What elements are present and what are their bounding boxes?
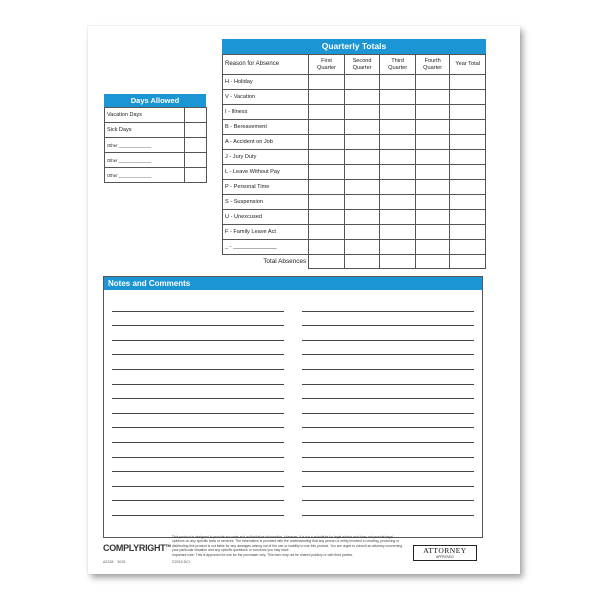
notes-line[interactable]: [112, 326, 284, 341]
notes-line[interactable]: [302, 428, 474, 443]
notes-line[interactable]: [112, 414, 284, 429]
days-allowed-row: [105, 108, 207, 123]
notes-line[interactable]: [112, 428, 284, 443]
absence-count-cell[interactable]: [450, 225, 486, 240]
absence-count-cell[interactable]: [450, 180, 486, 195]
absence-count-cell[interactable]: [450, 135, 486, 150]
days-allowed-value-cell[interactable]: [185, 168, 207, 183]
days-allowed-row: [105, 168, 207, 183]
notes-line[interactable]: [302, 487, 474, 502]
days-allowed-value-cell[interactable]: [185, 138, 207, 153]
notes-line[interactable]: [302, 312, 474, 327]
notes-line[interactable]: [112, 370, 284, 385]
absence-count-cell[interactable]: [380, 165, 416, 180]
quarterly-header-row: [223, 55, 486, 75]
absence-count-cell[interactable]: [309, 75, 345, 90]
absence-count-cell[interactable]: [344, 120, 380, 135]
days-allowed-row: [105, 138, 207, 153]
absence-count-cell[interactable]: [450, 195, 486, 210]
notes-line[interactable]: [112, 487, 284, 502]
absence-row: [223, 120, 486, 135]
notes-line[interactable]: [112, 443, 284, 458]
absence-count-cell[interactable]: [309, 90, 345, 105]
absence-reason-label: U - Unexcused: [223, 210, 309, 225]
complyright-logo: COMPLYRIGHT™: [103, 543, 171, 553]
notes-column-left: [112, 297, 284, 533]
absence-row: [223, 240, 486, 255]
absence-count-cell[interactable]: [380, 120, 416, 135]
notes-line[interactable]: [302, 297, 474, 312]
absence-count-cell[interactable]: [415, 90, 449, 105]
absence-count-cell[interactable]: [344, 240, 380, 255]
quarter-header: Second Quarter: [344, 55, 380, 75]
absence-row: [223, 180, 486, 195]
total-absences-cell[interactable]: [415, 255, 449, 269]
absence-reason-label: L - Leave Without Pay: [223, 165, 309, 180]
notes-line[interactable]: [302, 370, 474, 385]
notes-line[interactable]: [112, 458, 284, 473]
absence-count-cell[interactable]: [309, 225, 345, 240]
absence-count-cell[interactable]: [344, 180, 380, 195]
absence-count-cell[interactable]: [415, 120, 449, 135]
notes-line[interactable]: [112, 297, 284, 312]
absence-count-cell[interactable]: [344, 210, 380, 225]
absence-count-cell[interactable]: [344, 135, 380, 150]
absence-count-cell[interactable]: [344, 75, 380, 90]
days-allowed-value-cell[interactable]: [185, 153, 207, 168]
notes-line[interactable]: [112, 312, 284, 327]
absence-reason-label: I - Illness: [223, 105, 309, 120]
absence-count-cell[interactable]: [309, 240, 345, 255]
total-absences-label: Total Absences: [263, 258, 307, 266]
total-absences-cell[interactable]: [309, 255, 345, 269]
notes-line[interactable]: [302, 326, 474, 341]
absence-count-cell[interactable]: [344, 165, 380, 180]
absence-row: [223, 165, 486, 180]
absence-count-cell[interactable]: [450, 120, 486, 135]
absence-reason-label: J - Jury Duty: [223, 150, 309, 165]
absence-row: [223, 225, 486, 240]
absence-row: [223, 75, 486, 90]
absence-row: [223, 135, 486, 150]
absence-count-cell[interactable]: [309, 105, 345, 120]
absence-count-cell[interactable]: [380, 75, 416, 90]
notes-line[interactable]: [302, 414, 474, 429]
absence-count-cell[interactable]: [450, 90, 486, 105]
absence-count-cell[interactable]: [450, 165, 486, 180]
absence-count-cell[interactable]: [415, 210, 449, 225]
absence-count-cell[interactable]: [380, 210, 416, 225]
total-absences-row: [223, 255, 486, 269]
absence-reason-label: V - Vacation: [223, 90, 309, 105]
notes-line[interactable]: [302, 341, 474, 356]
form-sheet: [88, 26, 520, 574]
days-allowed-title: Days Allowed: [104, 94, 206, 107]
absence-count-cell[interactable]: [380, 240, 416, 255]
quarterly-totals-section: [222, 39, 486, 269]
absence-reason-label: P - Personal Time: [223, 180, 309, 195]
absence-count-cell[interactable]: [309, 120, 345, 135]
absence-count-cell[interactable]: [380, 225, 416, 240]
absence-row: [223, 210, 486, 225]
notes-line[interactable]: [112, 355, 284, 370]
days-allowed-value-cell[interactable]: [185, 108, 207, 123]
absence-count-cell[interactable]: [344, 225, 380, 240]
total-absences-cell[interactable]: [344, 255, 380, 269]
attorney-approved-badge: ATTORNEY APPROVED: [413, 545, 477, 561]
absence-reason-label: S - Suspension: [223, 195, 309, 210]
days-allowed-label: Sick Days: [105, 123, 185, 138]
notes-line[interactable]: [302, 355, 474, 370]
days-allowed-section: [104, 94, 206, 183]
total-absences-cell[interactable]: [450, 255, 486, 269]
absence-count-cell[interactable]: [415, 165, 449, 180]
absence-reason-label: A - Accident on Job: [223, 135, 309, 150]
disclaimer-text: This product is designed to provide accurate and authoritative information. However, it is not a substitute for legal advice and does not provide legal opinions on any specific facts or services. The information is provided with the understanding that any person or entity involved in creating, producing or distributing this product is not liable for any damages arising out of the use or inability to use this product. You are urged to consult an attorney concerning your particular situation and any specific questions or concerns you may have. Important note: This is approved for use for the purchaser only. This form may not be shared publicly or with third parties.: [172, 535, 403, 557]
absence-count-cell[interactable]: [309, 135, 345, 150]
absence-count-cell[interactable]: [309, 195, 345, 210]
absence-count-cell[interactable]: [415, 150, 449, 165]
days-allowed-table: [104, 107, 207, 183]
notes-line[interactable]: [112, 472, 284, 487]
absence-count-cell[interactable]: [415, 105, 449, 120]
absence-count-cell[interactable]: [309, 210, 345, 225]
absence-row: [223, 150, 486, 165]
absence-reason-label: F - Family Leave Act: [223, 225, 309, 240]
notes-line[interactable]: [302, 458, 474, 473]
notes-line[interactable]: [112, 501, 284, 516]
absence-row: [223, 90, 486, 105]
copyright-text: ©2015 DCI: [172, 560, 190, 564]
total-absences-cell[interactable]: [380, 255, 416, 269]
quarterly-totals-title: Quarterly Totals: [222, 39, 486, 54]
notes-column-right: [302, 297, 474, 533]
notes-line[interactable]: [302, 472, 474, 487]
absence-count-cell[interactable]: [450, 210, 486, 225]
absence-reason-label: _ - ______________: [223, 240, 309, 255]
form-code: A2128 2015: [103, 560, 126, 564]
absence-count-cell[interactable]: [380, 90, 416, 105]
notes-title: Notes and Comments: [104, 277, 482, 290]
quarter-header: Fourth Quarter: [415, 55, 449, 75]
days-allowed-row: [105, 123, 207, 138]
quarter-header: Year Total: [450, 55, 486, 75]
absence-count-cell[interactable]: [309, 165, 345, 180]
absence-count-cell[interactable]: [344, 195, 380, 210]
absence-row: [223, 195, 486, 210]
notes-line[interactable]: [112, 385, 284, 400]
absence-count-cell[interactable]: [415, 75, 449, 90]
absence-count-cell[interactable]: [450, 105, 486, 120]
notes-line[interactable]: [302, 385, 474, 400]
absence-count-cell[interactable]: [344, 150, 380, 165]
notes-section: [103, 276, 483, 538]
notes-line[interactable]: [112, 399, 284, 414]
absence-count-cell[interactable]: [415, 195, 449, 210]
notes-line[interactable]: [302, 399, 474, 414]
days-allowed-label: Vacation Days: [105, 108, 185, 123]
absence-count-cell[interactable]: [309, 150, 345, 165]
absence-count-cell[interactable]: [344, 90, 380, 105]
days-allowed-label: Other ______________: [105, 138, 185, 153]
days-allowed-label: Other ______________: [105, 168, 185, 183]
absence-count-cell[interactable]: [380, 135, 416, 150]
days-allowed-value-cell[interactable]: [185, 123, 207, 138]
quarterly-totals-table: [222, 54, 486, 269]
absence-reason-label: H - Holiday: [223, 75, 309, 90]
absence-count-cell[interactable]: [450, 75, 486, 90]
absence-count-cell[interactable]: [380, 195, 416, 210]
absence-count-cell[interactable]: [380, 150, 416, 165]
notes-line[interactable]: [302, 443, 474, 458]
absence-count-cell[interactable]: [415, 240, 449, 255]
absence-count-cell[interactable]: [450, 150, 486, 165]
absence-count-cell[interactable]: [380, 105, 416, 120]
absence-count-cell[interactable]: [415, 180, 449, 195]
absence-count-cell[interactable]: [309, 180, 345, 195]
days-allowed-label: Other ______________: [105, 153, 185, 168]
absence-count-cell[interactable]: [415, 225, 449, 240]
absence-count-cell[interactable]: [415, 135, 449, 150]
absence-reason-label: B - Bereavement: [223, 120, 309, 135]
absence-row: [223, 105, 486, 120]
absence-count-cell[interactable]: [344, 105, 380, 120]
notes-line[interactable]: [302, 501, 474, 516]
quarter-header: First Quarter: [309, 55, 345, 75]
notes-line[interactable]: [112, 341, 284, 356]
reason-header: Reason for Absence: [223, 55, 309, 75]
absence-count-cell[interactable]: [450, 240, 486, 255]
absence-count-cell[interactable]: [380, 180, 416, 195]
quarter-header: Third Quarter: [380, 55, 416, 75]
days-allowed-row: [105, 153, 207, 168]
